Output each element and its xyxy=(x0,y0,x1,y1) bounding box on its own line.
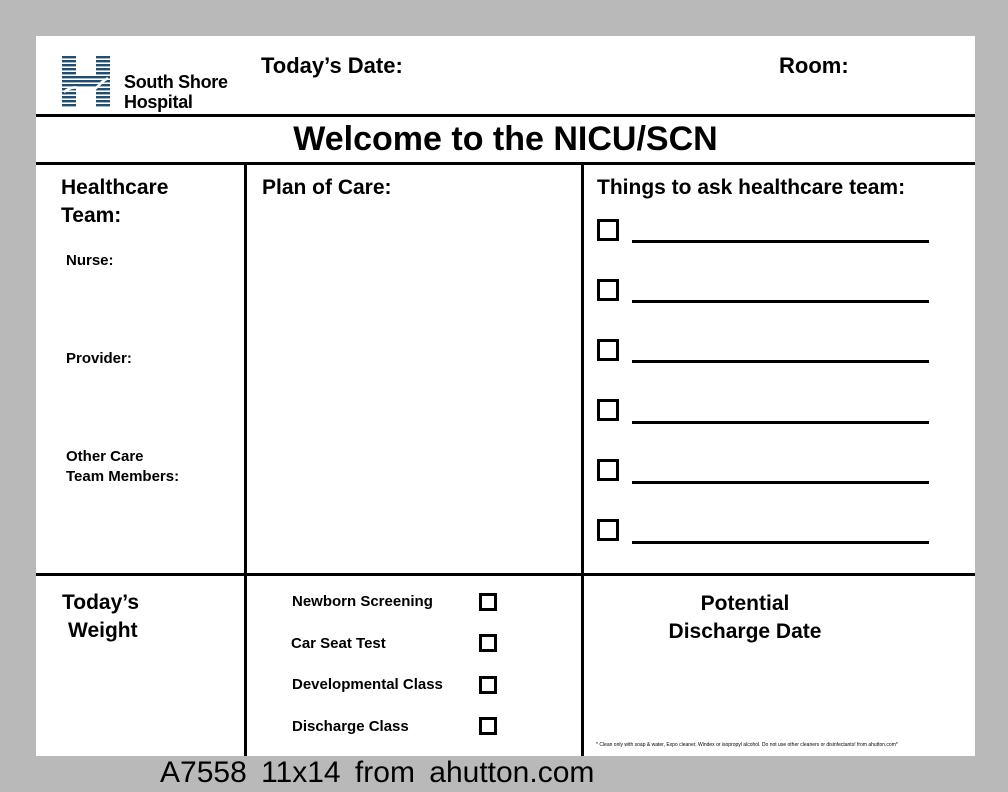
column-divider-right xyxy=(581,163,584,756)
question-checkbox[interactable] xyxy=(597,339,619,361)
product-caption: A7558 11x14 from ahutton.com xyxy=(160,756,595,789)
question-write-line xyxy=(632,360,929,363)
question-checkbox[interactable] xyxy=(597,519,619,541)
question-write-line xyxy=(632,421,929,424)
logo-text-line1: South Shore xyxy=(124,72,228,92)
logo-text-line2: Hospital xyxy=(124,92,193,112)
checklist-item-discharge-class: Discharge Class xyxy=(292,718,409,735)
developmental-class-checkbox[interactable] xyxy=(479,676,497,694)
questions-heading: Things to ask healthcare team: xyxy=(597,176,906,199)
checklist-item-newborn-screening: Newborn Screening xyxy=(292,593,433,610)
discharge-label-line2: Discharge Date xyxy=(668,620,822,643)
other-team-label-line2: Team Members: xyxy=(66,468,180,485)
discharge-class-checkbox[interactable] xyxy=(479,717,497,735)
room-label: Room: xyxy=(779,53,849,78)
plan-of-care-heading: Plan of Care: xyxy=(262,176,392,199)
question-checkbox[interactable] xyxy=(597,219,619,241)
nurse-label: Nurse: xyxy=(66,252,114,269)
team-heading-line2: Team: xyxy=(61,204,122,227)
question-checkbox[interactable] xyxy=(597,399,619,421)
car-seat-test-checkbox[interactable] xyxy=(479,634,497,652)
header-divider xyxy=(36,114,975,117)
discharge-label-line1: Potential xyxy=(700,592,790,615)
question-checkbox[interactable] xyxy=(597,459,619,481)
question-write-line xyxy=(632,541,929,544)
team-heading-line1: Healthcare xyxy=(61,176,169,199)
question-checkbox[interactable] xyxy=(597,279,619,301)
other-team-label-line1: Other Care xyxy=(66,448,144,465)
column-divider-left xyxy=(244,163,247,756)
newborn-screening-checkbox[interactable] xyxy=(479,593,497,611)
weight-label-line2: Weight xyxy=(68,619,138,642)
board-title: Welcome to the NICU/SCN xyxy=(293,120,718,158)
provider-label: Provider: xyxy=(66,350,132,367)
question-write-line xyxy=(632,300,929,303)
cleaning-footnote: * Clean only with soap & water, Expo cleaner, Windex or isopropyl alcohol. Do not use other cleaners or disinfectants! from ahutton.com* xyxy=(596,742,898,748)
weight-label-line1: Today’s xyxy=(62,591,140,614)
lower-section-divider xyxy=(36,573,975,576)
checklist-item-developmental-class: Developmental Class xyxy=(292,676,443,693)
whiteboard xyxy=(36,36,975,756)
question-write-line xyxy=(632,481,929,484)
hospital-h-icon xyxy=(62,56,110,108)
checklist-item-car-seat-test: Car Seat Test xyxy=(291,635,386,652)
question-write-line xyxy=(632,240,929,243)
todays-date-label: Today’s Date: xyxy=(261,53,403,78)
title-divider xyxy=(36,162,975,165)
